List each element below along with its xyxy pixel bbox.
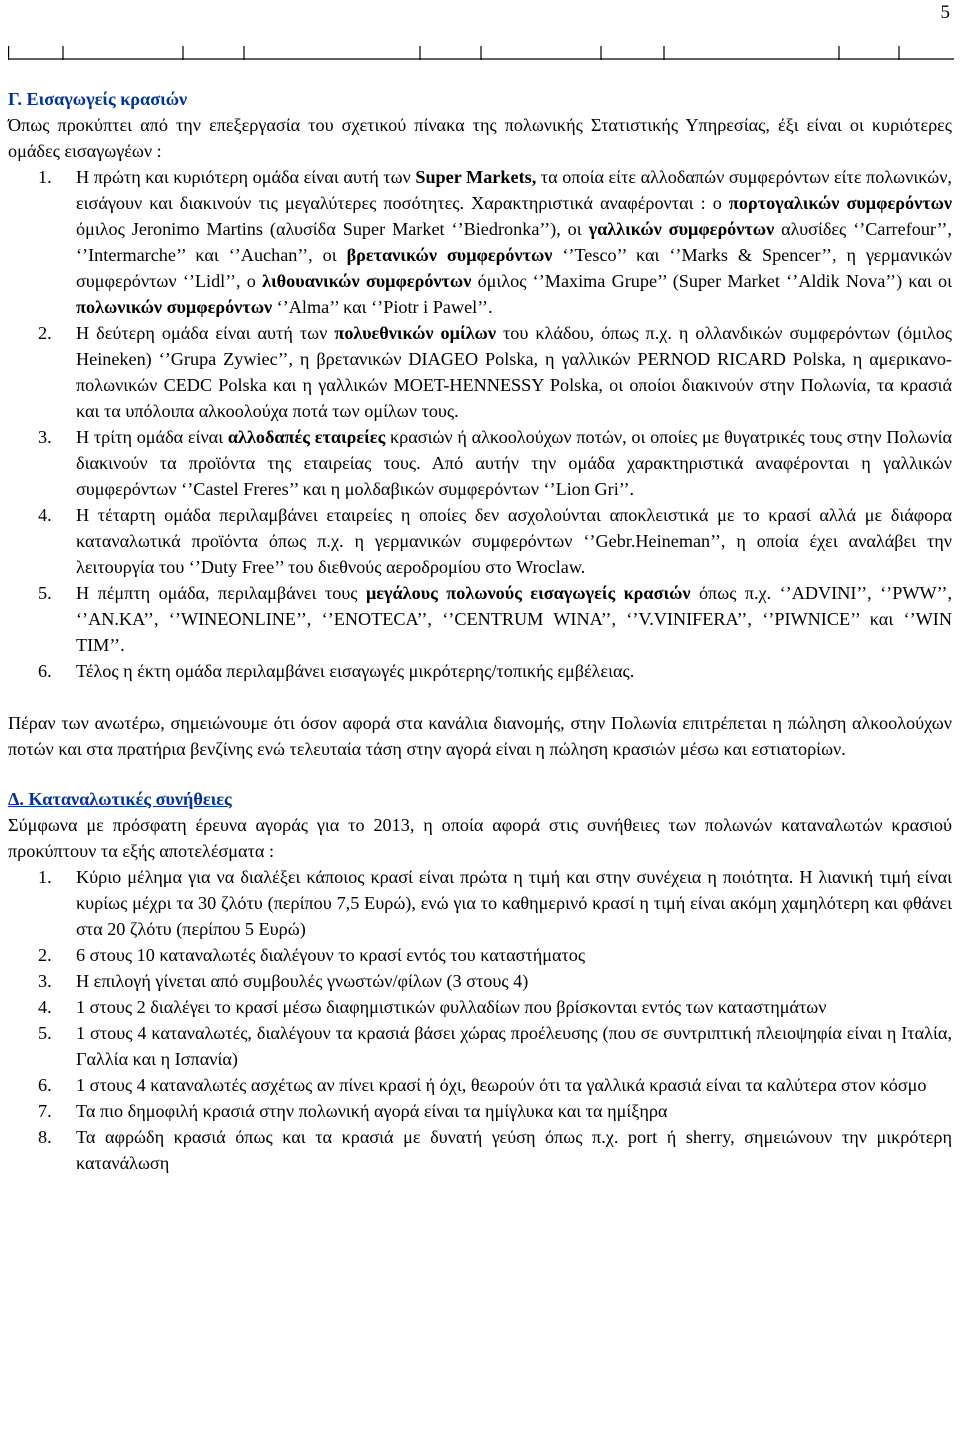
list-item: 1. Κύριο μέλημα για να διαλέξει κάποιος κρασί είναι πρώτα η τιμή και στην συνέχεια η ποιότητα. Η λιανική τιμή είναι κυρίως μέχρι τα 30 ζλότυ (περίπου 7,5 Ευρώ), ενώ για το καθημερινό κρασί η τιμή είναι ακόμη χαμηλότερη και φθάνει στα 20 ζλότυ (περίπου 5 Ευρώ) <box>38 867 952 939</box>
list-item: 6. 1 στους 4 καταναλωτές ασχέτως αν πίνει κρασί ή όχι, θεωρούν ότι τα γαλλικά κρασιά είναι τα καλύτερα στον κόσμο <box>38 1075 927 1095</box>
list-item: 7. Τα πιο δημοφιλή κρασιά στην πολωνική αγορά είναι τα ημίγλυκα και τα ημίξηρα <box>38 1101 668 1121</box>
list-item: 6. Τέλος η έκτη ομάδα περιλαμβάνει εισαγωγές μικρότερης/τοπικής εμβέλειας. <box>38 661 635 681</box>
closing-paragraph: Πέραν των ανωτέρω, σημειώνουμε ότι όσον αφορά στα κανάλια διανομής, στην Πολωνία επιτρέπεται η πώληση αλκοολούχων ποτών και στα πρατήρια βενζίνης ενώ τελευταία τάση στην αγορά είναι η πώληση κρασιών μέσω και εστιατορίων. <box>8 713 952 759</box>
section-g-heading: Γ. Εισαγωγείς κρασιών <box>8 89 188 109</box>
importer-groups-list <box>8 164 952 684</box>
list-item: 4. 1 στους 2 διαλέγει το κρασί μέσω διαφημιστικών φυλλαδίων που βρίσκονται εντός των καταστημάτων <box>38 997 827 1017</box>
list-item: 5. 1 στους 4 καταναλωτές, διαλέγουν τα κρασιά βάσει χώρας προέλευσης (που σε συντριπτική πλειοψηφία είναι η Ιταλία, Γαλλία και η Ισπανία) <box>38 1023 952 1069</box>
section-d-heading: Δ. Καταναλωτικές συνήθειες <box>8 789 232 809</box>
consumer-habits-list <box>8 864 952 1176</box>
list-item: 1. Η πρώτη και κυριότερη ομάδα είναι αυτή των Super Markets, τα οποία είτε αλλοδαπών συμφερόντων είτε πολωνικών, εισάγουν και διακινούν τις μεγαλύτερες ποσότητες. Χαρακτηριστικά αναφέρονται : ο πορτογαλικών συμφερόντων όμιλος Jeronimo Martins (αλυσίδα Super Market ‘’Biedronka’’), οι γαλλικών συμφερόντων αλυσίδες ‘’Carrefour’’, ‘’Intermarche’’ και ‘’Auchan’’, οι βρετανικών συμφερόντων ‘’Tesco’’ και ‘’Marks & Spencer’’, η γερμανικών συμφερόντων ‘’Lidl’’, ο λιθουανικών συμφερόντων όμιλος ‘’Maxima Grupe’’ (Super Market ‘’Aldik Nova’’) και οι πολωνικών συμφερόντων ‘’Alma’’ και ‘’Piotr i Pawel’’. <box>38 167 952 317</box>
list-item: 3. Η επιλογή γίνεται από συμβουλές γνωστών/φίλων (3 στους 4) <box>38 971 529 991</box>
section-d-intro: Σύμφωνα με πρόσφατη έρευνα αγοράς για το 2013, η οποία αφορά στις συνήθειες των πολωνών καταναλωτών κρασιού προκύπτουν τα εξής αποτελέσματα : <box>8 815 952 861</box>
section-g-intro: Όπως προκύπτει από την επεξεργασία του σχετικού πίνακα της πολωνικής Στατιστικής Υπηρεσίας, έξι είναι οι κυριότερες ομάδες εισαγωγέων : <box>8 115 952 161</box>
list-item: 4. Η τέταρτη ομάδα περιλαμβάνει εταιρείες η οποίες δεν ασχολούνται αποκλειστικά με το κρασί αλλά με διάφορα καταναλωτικά προϊόντα όπως π.χ. η γερμανικών συμφερόντων ‘’Gebr.Heineman’’, η οποία έχει αναλάβει την λειτουργία του ‘’Duty Free’’ του διεθνούς αεροδρομίου στο Wroclaw. <box>38 505 952 577</box>
list-item: 2. Η δεύτερη ομάδα είναι αυτή των πολυεθνικών ομίλων του κλάδου, όπως π.χ. η ολλανδικών συμφερόντων (όμιλος Heineken) ‘’Grupa Zywiec’’, η βρετανικών DIAGEO Polska, η γαλλικών PERNOD RICARD Polska, η αμερικανο-πολωνικών CEDC Polska και η γαλλικών MOET-HENNESSY Polska, οι οποίοι διακινούν στην Πολωνία, τα κρασιά και τα υπόλοιπα αλκοολούχα ποτά των ομίλων τους. <box>38 323 953 421</box>
list-item: 8. Τα αφρώδη κρασιά όπως και τα κρασιά με δυνατή γεύση όπως π.χ. port ή sherry, σημειώνουν την μικρότερη κατανάλωση <box>38 1127 952 1173</box>
list-item: 5. Η πέμπτη ομάδα, περιλαμβάνει τους μεγάλους πολωνούς εισαγωγείς κρασιών όπως π.χ. ‘’ADVINI’’, ‘’PWW’’, ‘’AN.KA’’, ‘’WINEONLINE’’, ‘’ENOTECA’’, ‘’CENTRUM WINA’’, ‘’V.VINIFERA’’, ‘’PIWNICE’’ και ‘’WIN TIM’’. <box>38 583 952 655</box>
header-table-border <box>8 46 954 60</box>
list-item: 3. Η τρίτη ομάδα είναι αλλοδαπές εταιρείες κρασιών ή αλκοολούχων ποτών, οι οποίες με θυγατρικές τους στην Πολωνία διακινούν τα προϊόντα της εταιρείας τους. Από αυτήν την ομάδα χαρακτηριστικά αναφέρονται η γαλλικών συμφερόντων ‘’Castel Freres’’ και η μολδαβικών συμφερόντων ‘’Lion Gri’’. <box>38 427 953 499</box>
document-body <box>8 86 952 1176</box>
list-item: 2. 6 στους 10 καταναλωτές διαλέγουν το κρασί εντός του καταστήματος <box>38 945 586 965</box>
page-number: 5 <box>940 2 950 23</box>
